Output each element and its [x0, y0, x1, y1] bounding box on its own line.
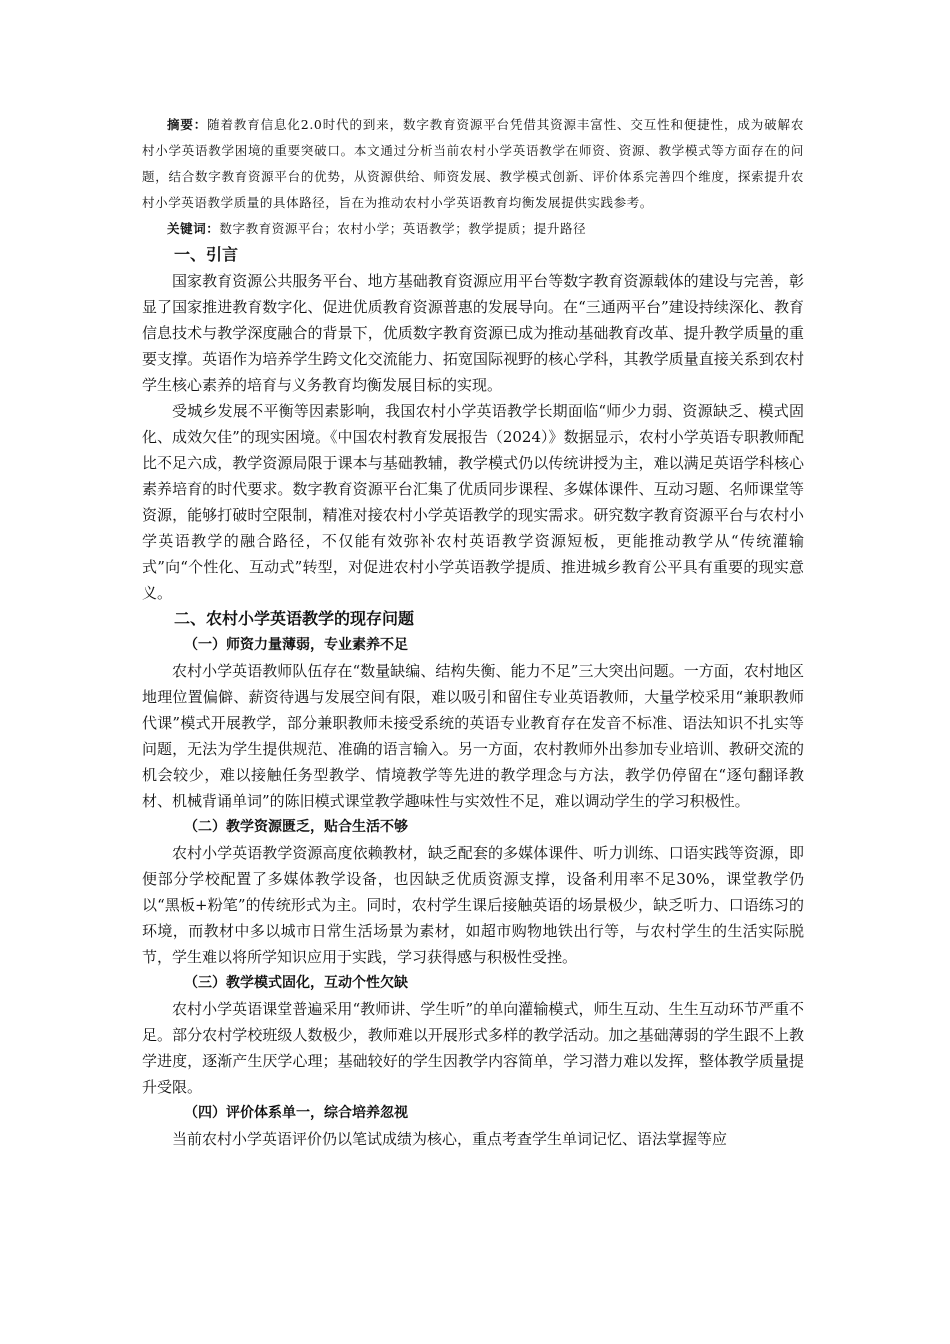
keywords-text: 数字教育资源平台；农村小学；英语教学；教学提质；提升路径	[219, 221, 587, 236]
paragraph: 国家教育资源公共服务平台、地方基础教育资源应用平台等数字教育资源载体的建设与完善，彰显了国家推进教育数字化、促进优质教育资源普惠的发展导向。在“三通两平台”建设持续深化、教育信息技术与教学深度融合的背景下，优质数字教育资源已成为推动基础教育改革、提升教学质量的重要支撑。英语作为培养学生跨文化交流能力、拓宽国际视野的核心学科，其教学质量直接关系到农村学生核心素养的培育与义务教育均衡发展目标的实现。	[142, 272, 804, 394]
subsection-heading: （四）评价体系单一，综合培养忽视	[184, 1105, 408, 1121]
document-page	[142, 112, 804, 1152]
subsection-heading: （二）教学资源匮乏，贴合生活不够	[184, 819, 408, 835]
abstract	[142, 112, 804, 216]
abstract-text: 随着教育信息化2.0时代的到来，数字教育资源平台凭借其资源丰富性、交互性和便捷性，成为破解农村小学英语教学困境的重要突破口。本文通过分析当前农村小学英语教学在师资、资源、教学模式等方面存在的问题，结合数字教育资源平台的优势，从资源供给、师资发展、教学模式创新、评价体系完善四个维度，探索提升农村小学英语教学质量的具体路径，旨在为推动农村小学英语教育均衡发展提供实践参考。	[142, 117, 804, 210]
section-heading-introduction: 一、引言	[174, 245, 239, 264]
keywords	[142, 216, 804, 242]
paragraph: 受城乡发展不平衡等因素影响，我国农村小学英语教学长期面临“师少力弱、资源缺乏、模式固化、成效欠佳”的现实困境。《中国农村教育发展报告（2024）》数据显示，农村小学英语专职教师配比不足六成，教学资源局限于课本与基础教辅，教学模式仍以传统讲授为主，难以满足英语学科核心素养培育的时代要求。数字教育资源平台汇集了优质同步课程、多媒体课件、互动习题、名师课堂等资源，能够打破时空限制，精准对接农村小学英语教学的现实需求。研究数字教育资源平台与农村小学英语教学的融合路径，不仅能有效弥补农村英语教学资源短板，更能推动教学从“传统灌输式”向“个性化、互动式”转型，对促进农村小学英语教学提质、推进城乡教育公平具有重要的现实意义。	[142, 402, 804, 602]
keywords-label: 关键词：	[167, 221, 220, 236]
paragraph: 农村小学英语课堂普遍采用“教师讲、学生听”的单向灌输模式，师生互动、生生互动环节严重不足。部分农村学校班级人数极少，教师难以开展形式多样的教学活动。加之基础薄弱的学生跟不上教学进度，逐渐产生厌学心理；基础较好的学生因教学内容简单，学习潜力难以发挥，整体教学质量提升受限。	[142, 1000, 804, 1096]
paragraph: 当前农村小学英语评价仍以笔试成绩为核心，重点考查学生单词记忆、语法掌握等应	[172, 1130, 728, 1148]
paragraph: 农村小学英语教师队伍存在“数量缺编、结构失衡、能力不足”三大突出问题。一方面，农村地区地理位置偏僻、薪资待遇与发展空间有限，难以吸引和留住专业英语教师，大量学校采用“兼职教师代课”模式开展教学，部分兼职教师未接受系统的英语专业教育存在发音不标准、语法知识不扎实等问题，无法为学生提供规范、准确的语言输入。另一方面，农村教师外出参加专业培训、教研交流的机会较少，难以接触任务型教学、情境教学等先进的教学理念与方法，教学仍停留在“逐句翻译教材、机械背诵单词”的陈旧模式课堂教学趣味性与实效性不足，难以调动学生的学习积极性。	[142, 662, 804, 810]
section-heading-problems: 二、农村小学英语教学的现存问题	[174, 609, 415, 628]
abstract-label: 摘要：	[167, 117, 208, 132]
subsection-heading: （三）教学模式固化，互动个性欠缺	[184, 975, 408, 991]
paragraph: 农村小学英语教学资源高度依赖教材，缺乏配套的多媒体课件、听力训练、口语实践等资源，即便部分学校配置了多媒体教学设备，也因缺乏优质资源支撑，设备利用率不足30%，课堂教学仍以“黑板+粉笔”的传统形式为主。同时，农村学生课后接触英语的场景极少，缺乏听力、口语练习的环境，而教材中多以城市日常生活场景为素材，如超市购物地铁出行等，与农村学生的生活实际脱节，学生难以将所学知识应用于实践，学习获得感与积极性受挫。	[142, 844, 804, 966]
subsection-heading: （一）师资力量薄弱，专业素养不足	[184, 637, 408, 653]
